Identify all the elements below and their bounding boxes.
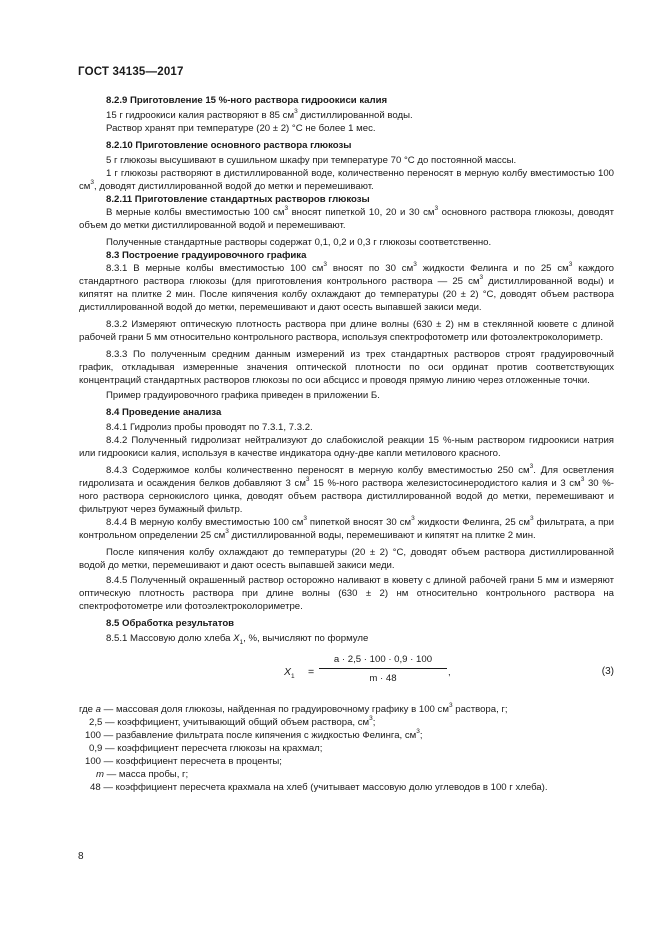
legend-item: 2,5 — коэффициент, учитывающий общий объем раствора, $см^3$; bbox=[89, 714, 376, 728]
formula-fraction bbox=[319, 653, 447, 685]
formula-number: (3) bbox=[601, 666, 614, 677]
paragraph: 8.4.4 В мерную колбу вместимостью 100 $см^3$ пипеткой вносят 30 $см^3$ жидкости Фелинга, 25 $см^3$ фильтрата, а при контрольном определении 25 $см^3$ дистиллированной воды, перемешивают и кипятят на плитке 2 мин. bbox=[79, 514, 614, 541]
paragraph: 8.4.3 Содержимое колбы количественно переносят в мерную колбу вместимостью 250 $см^3$. Для осветления гидролизата и осаждения белков добавляют 3 $см^3$ 15 %-ного раствора железистосинеродистого калия и 3 $см^3$ 30 %-ного раствора сернокислого цинка, доводят объем раствора дистиллированной водой до метки, перемешивают и фильтруют через бумажный фильтр. bbox=[79, 462, 614, 515]
paragraph: 5 г глюкозы высушивают в сушильном шкафу при температуре 70 °С до постоянной массы. bbox=[106, 155, 517, 166]
paragraph: После кипячения колбу охлаждают до температуры (20 ± 2) °С, доводят объем раствора дистиллированной водой до метки, перемешивают и дают осесть выпавшей закиси меди. bbox=[79, 547, 614, 571]
legend-item: 100 — коэффициент пересчета в проценты; bbox=[85, 756, 282, 767]
legend-item: 0,9 — коэффициент пересчета глюкозы на крахмал; bbox=[89, 743, 323, 754]
formula-3 bbox=[79, 651, 614, 697]
paragraph: Полученные стандартные растворы содержат 0,1, 0,2 и 0,3 г глюкозы соответственно. bbox=[106, 237, 492, 248]
paragraph: Пример градуировочного графика приведен в приложении Б. bbox=[106, 390, 380, 401]
paragraph: 8.4.1 Гидролиз пробы проводят по 7.3.1, 7.3.2. bbox=[106, 422, 313, 433]
document-header: ГОСТ 34135—2017 bbox=[78, 66, 184, 78]
paragraph: 1 г глюкозы растворяют в дистиллированной воде, количественно переносят в мерную колбу вместимостью 100 $см^3$, доводят дистиллированной водой до метки и перемешивают. bbox=[79, 168, 614, 192]
formula-legend bbox=[79, 703, 614, 794]
section-heading-8-2-10: 8.2.10 Приготовление основного раствора глюкозы bbox=[106, 140, 352, 151]
paragraph: 8.5.1 Массовую долю хлеба $X_1$, %, вычисляют по формуле bbox=[106, 633, 369, 646]
paragraph: Раствор хранят при температуре (20 ± 2) °С не более 1 мес. bbox=[106, 123, 376, 134]
paragraph: 8.4.2 Полученный гидролизат нейтрализуют до слабокислой реакции 15 %-ным раствором гидроокиси натрия или гидроокиси калия, используя в качестве индикатора одну-две капли метилового красного. bbox=[79, 435, 614, 459]
paragraph: 8.3.3 По полученным средним данным измерений из трех стандартных растворов строят градуировочный график, откладывая измеренные значения оптической плотности по оси ординат против соответствующих концентраций стандартных растворов глюкозы по оси абсцисс и проводя прямую линию через отложенные точки. bbox=[79, 349, 614, 386]
formula-lhs: $X_1$ bbox=[284, 666, 295, 681]
legend-item: 48 — коэффициент пересчета крахмала на хлеб (учитывает массовую долю углеводов в 100 г хлеба). bbox=[90, 782, 548, 793]
section-heading-8-2-9: 8.2.9 Приготовление 15 %-ного раствора гидроокиси калия bbox=[106, 95, 388, 106]
paragraph: 8.3.1 В мерные колбы вместимостью 100 $см^3$ вносят по 30 $см^3$ жидкости Фелинга и по 25 $см^3$ каждого стандартного раствора глюкозы (для приготовления контрольного раствора — 25 $см^3$ дистиллированной воды) и кипятят на плитке 2 мин. После кипячения колбу охлаждают до температуры (20 ± 2) °С, доводят объем раствора дистиллированной водой до метки, перемешивают и дают осесть выпавшей закиси меди. bbox=[79, 260, 614, 313]
paragraph: В мерные колбы вместимостью 100 $см^3$ вносят пипеткой 10, 20 и 30 $см^3$ основного раствора глюкозы, доводят объем до метки дистиллированной водой и перемешивают. bbox=[79, 204, 614, 231]
section-heading-8-3: 8.3 Построение градуировочного графика bbox=[106, 250, 307, 261]
paragraph: 8.3.2 Измеряют оптическую плотность раствора при длине волны (630 ± 2) нм в стеклянной кювете с длиной рабочей грани 5 мм относительно контрольного раствора, используя спектрофотометр или фотоэлектроколориметр. bbox=[79, 319, 614, 343]
section-heading-8-4: 8.4 Проведение анализа bbox=[106, 407, 222, 418]
formula-equals: = bbox=[308, 666, 315, 678]
legend-item: m — масса пробы, г; bbox=[96, 769, 189, 780]
page-number: 8 bbox=[78, 851, 84, 862]
formula-numerator: a · 2,5 · 100 · 0,9 · 100 bbox=[319, 653, 447, 669]
formula-comma: , bbox=[448, 667, 451, 678]
legend-item: 100 — разбавление фильтрата после кипячения с жидкостью Фелинга, $см^3$; bbox=[85, 727, 423, 741]
section-heading-8-2-11: 8.2.11 Приготовление стандартных растворов глюкозы bbox=[106, 194, 370, 205]
section-heading-8-5: 8.5 Обработка результатов bbox=[106, 618, 235, 629]
legend-item: где a — массовая доля глюкозы, найденная по градуировочному графику в 100 $см^3$ раствора, г; bbox=[79, 701, 508, 715]
formula-denominator: m · 48 bbox=[369, 673, 397, 684]
document-body bbox=[79, 94, 614, 794]
paragraph: 8.4.5 Полученный окрашенный раствор осторожно наливают в кювету с длиной рабочей грани 5 мм и измеряют оптическую плотность раствора при длине волны (630 ± 2) нм относительно контрольного раствора на спектрофотометре или фотоэлектроколориметре. bbox=[79, 575, 614, 612]
paragraph: 15 г гидроокиси калия растворяют в 85 $см^3$ дистиллированной воды. bbox=[106, 107, 413, 121]
